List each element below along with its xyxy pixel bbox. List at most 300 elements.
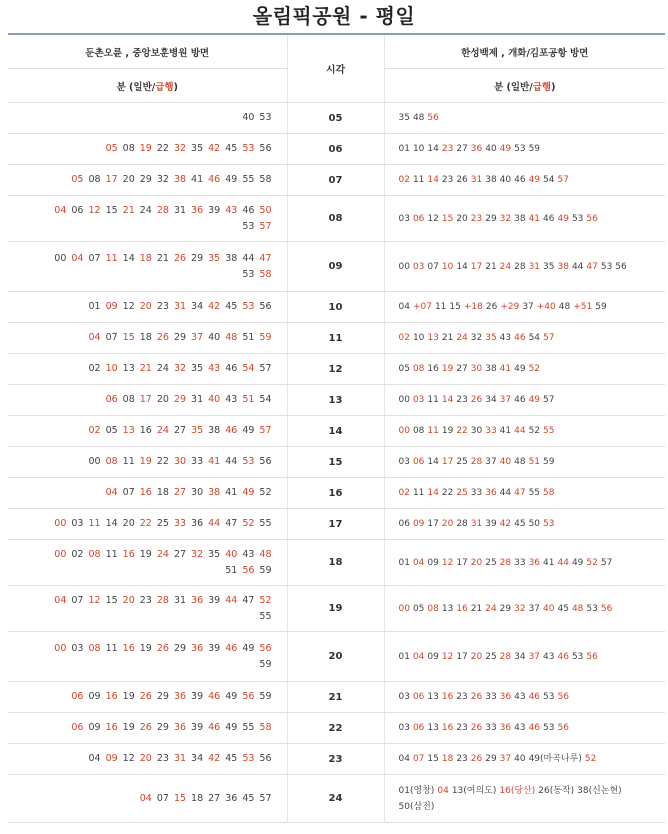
regular-minute: 19 [122,722,135,733]
regular-minute: 59 [543,457,555,467]
regular-minute: 07 [105,332,118,343]
express-minute: 00 [54,642,67,654]
left-minutes-cell [8,713,287,744]
express-minute: 17 [441,457,454,467]
regular-minute: 39 [485,519,497,529]
table-row [8,682,665,713]
regular-minute: 53 [571,651,584,662]
table-row [8,447,665,478]
express-minute: 05 [71,174,84,185]
express-minute: 22 [456,426,468,436]
express-minute: 56 [259,642,272,654]
express-minute: 32 [173,363,187,374]
hour-column-header: 시각 [287,34,384,103]
left-minutes-cell [8,196,287,242]
regular-minute: 03 [71,642,84,654]
regular-minute: 11 [412,175,425,185]
regular-minute: 44 [242,252,255,264]
express-minute: 47 [259,252,272,264]
regular-minute: 51 [225,564,238,576]
regular-minute: 49 [225,174,238,185]
right-minutes-cell [384,354,665,385]
express-minute: 11 [88,518,101,529]
express-minute: 40 [208,394,221,405]
express-minute: 38 [557,261,569,272]
express-minute: 20 [122,594,135,606]
regular-minute: 34 [191,753,204,764]
regular-minute: 21 [441,333,454,343]
express-minute: 07 [412,754,425,764]
express-minute: 46 [528,723,541,733]
regular-minute: 46 [242,204,255,216]
regular-minute: 05 [105,425,118,436]
regular-minute: 19 [139,642,152,654]
regular-minute: 09 [427,557,439,568]
regular-minute: 14 [122,252,135,264]
regular-minute: 40 [242,112,255,123]
regular-minute: 49 [225,691,238,702]
left-minutes-cell [8,775,287,823]
express-minute: 12 [441,651,454,662]
regular-minute: 12 [122,301,135,312]
regular-minute: 53 [242,268,255,280]
express-minute: 31 [470,519,483,529]
express-minute: 12 [88,204,101,216]
hour-cell: 23 [287,744,384,775]
express-minute: 46 [528,692,541,702]
express-minute: 31 [173,753,187,764]
regular-minute: 26(동작) [538,785,575,796]
hour-cell: 10 [287,292,384,323]
table-row [8,134,665,165]
left-minutes-cell [8,682,287,713]
regular-minute: 56 [259,753,272,764]
express-minute: 58 [259,722,272,733]
table-row [8,775,665,823]
express-minute: 53 [242,456,255,467]
express-minute: 00 [54,548,67,560]
regular-minute: 14 [427,457,439,467]
left-minutes-cell [8,292,287,323]
left-minutes-cell [8,354,287,385]
express-minute: 30 [470,364,483,374]
express-minute: 09 [412,519,425,529]
hour-cell: 21 [287,682,384,713]
express-minute: 26 [139,691,152,702]
regular-minute: 11 [427,395,439,405]
regular-minute: 19 [139,548,152,560]
table-row [8,713,665,744]
regular-minute: 46 [543,213,555,224]
regular-minute: 50 [528,519,541,529]
regular-minute: 03 [398,457,410,467]
regular-minute: 28 [456,519,468,529]
express-minute: 26 [470,723,483,733]
regular-minute: 03 [398,213,410,224]
express-minute: 56 [427,113,439,123]
express-minute: +18 [463,302,483,312]
regular-minute: 41 [543,557,555,568]
regular-minute: 45 [225,301,238,312]
express-minute: 08 [88,642,101,654]
express-minute: 06 [412,723,425,733]
express-minute: 04 [139,792,152,804]
regular-minute: 07 [156,792,169,804]
express-minute: 14 [427,488,439,498]
regular-minute: 53 [571,213,584,224]
regular-minute: 45 [557,603,569,614]
regular-minute: 34 [485,395,497,405]
regular-minute: 59 [595,302,607,312]
express-minute: 35 [191,425,204,436]
express-minute: 58 [543,488,555,498]
regular-minute: 01 [398,144,410,154]
express-minute: 49 [528,175,541,185]
regular-minute: 15 [449,302,461,312]
left-minutes-cell [8,478,287,509]
regular-minute: 21 [470,603,483,614]
express-minute: 16 [122,642,135,654]
express-minute: 19 [139,143,152,154]
regular-minute: 39 [208,594,221,606]
regular-minute: 39 [191,722,204,733]
express-minute: 08 [412,364,425,374]
express-minute: 04 [105,487,118,498]
regular-minute: 59 [528,144,541,154]
regular-minute: 56 [615,261,627,272]
express-minute: 48 [571,603,584,614]
express-minute: 28 [156,204,169,216]
left-minutes-cell [8,416,287,447]
express-minute: 49 [242,487,255,498]
regular-minute: 59 [259,564,272,576]
express-minute: 12 [441,557,454,568]
regular-minute: 29 [485,213,497,224]
express-minute: 55 [543,426,555,436]
hour-cell: 20 [287,632,384,682]
regular-minute: 10 [412,144,425,154]
regular-minute: 11 [122,456,135,467]
regular-minute: 00 [54,252,67,264]
right-minutes-cell [384,165,665,196]
regular-minute: 37 [528,603,541,614]
hour-cell: 18 [287,540,384,586]
express-minute: 33 [173,518,187,529]
right-minutes-cell [384,586,665,632]
express-minute: 26 [156,642,169,654]
regular-minute: 11 [105,642,118,654]
minute-header-suffix: ) [173,81,178,93]
express-minute: 56 [586,651,598,662]
regular-minute: 59 [259,658,272,670]
express-minute: 04 [71,252,84,264]
express-minute: 54 [242,363,255,374]
regular-minute: 01 [398,651,410,662]
regular-minute: 12 [427,213,439,224]
table-row [8,103,665,134]
regular-minute: 41 [225,487,238,498]
express-minute: 40 [543,603,555,614]
regular-minute: 54 [259,394,272,405]
right-minutes-cell [384,713,665,744]
table-row [8,242,665,292]
regular-minute: 43 [514,692,526,702]
left-minutes-cell [8,586,287,632]
regular-minute: 29 [485,754,497,764]
express-minute: 04 [412,557,425,568]
table-row [8,385,665,416]
regular-minute: 13 [427,692,439,702]
express-minute: 06 [71,722,84,733]
regular-minute: 17 [456,557,468,568]
express-minute: 53 [242,143,255,154]
right-minutes-cell [384,242,665,292]
express-minute: 26 [156,332,169,343]
timetable-body [8,103,665,823]
regular-minute: 45 [242,792,255,804]
hour-cell: 05 [287,103,384,134]
regular-minute: 35 [191,363,204,374]
express-minute: 20 [139,301,152,312]
express-minute: 36 [499,692,512,702]
hour-cell: 07 [287,165,384,196]
express-minute: 56 [242,564,255,576]
regular-minute: 14 [105,518,118,529]
regular-minute: 04 [398,302,410,312]
regular-minute: 00 [88,456,101,467]
regular-minute: 32 [470,333,483,343]
express-minute: 38 [208,487,221,498]
regular-minute: 20 [122,174,135,185]
express-minute: 42 [208,753,221,764]
regular-minute: 08 [412,426,425,436]
express-minute: 36 [173,722,187,733]
express-minute: 59 [259,332,272,343]
regular-minute: 26 [485,302,498,312]
regular-minute: 45 [514,519,526,529]
regular-minute: 35 [543,261,555,272]
regular-minute: 33 [191,456,204,467]
regular-minute: 47 [242,594,255,606]
regular-minute: 50(삼전) [398,801,435,812]
regular-minute: 12 [122,753,135,764]
regular-minute: 40 [514,754,526,764]
express-minute: 14 [441,395,454,405]
express-minute: 16(당산) [499,785,536,796]
regular-minute: 40 [208,332,221,343]
express-label: 급행 [532,81,552,93]
regular-minute: 03 [398,723,410,733]
express-minute: 19 [139,456,152,467]
regular-minute: 31 [173,204,187,216]
hour-cell: 24 [287,775,384,823]
express-minute: 24 [156,548,169,560]
express-minute: 36 [191,204,204,216]
express-minute: 36 [191,594,204,606]
regular-minute: 44 [499,488,512,498]
regular-minute: 23 [441,175,454,185]
express-minute: 53 [242,753,255,764]
regular-minute: 27 [456,144,468,154]
regular-minute: 14 [427,144,439,154]
express-minute: 53 [242,301,255,312]
hour-cell: 08 [287,196,384,242]
regular-minute: 18 [139,332,152,343]
express-minute: 16 [441,723,454,733]
regular-minute: 53 [259,112,272,123]
regular-minute: 05 [398,364,410,374]
express-minute: 47 [514,488,526,498]
express-minute: +51 [573,302,593,312]
table-row [8,509,665,540]
right-minutes-cell [384,682,665,713]
regular-minute: 43 [242,548,255,560]
regular-minute: 23 [456,754,468,764]
regular-minute: 13 [427,723,439,733]
express-minute: 08 [88,548,101,560]
regular-minute: 41 [499,426,512,436]
regular-minute: 00 [398,261,410,272]
regular-minute: 31 [191,394,204,405]
express-minute: 24 [456,333,468,343]
regular-minute: 13(여의도) [451,785,497,796]
express-minute: 26 [470,692,483,702]
express-minute: 13 [122,425,135,436]
regular-minute: 43 [514,723,526,733]
regular-minute: 19 [441,426,454,436]
regular-minute: 55 [259,518,272,529]
table-row [8,323,665,354]
express-minute: 08 [105,456,118,467]
express-minute: 11 [105,252,118,264]
regular-minute: 55 [242,174,255,185]
express-minute: 04 [88,332,101,343]
regular-minute: 55 [242,722,255,733]
express-minute: 25 [456,488,468,498]
regular-minute: 29 [499,603,512,614]
regular-minute: 35 [208,548,221,560]
express-minute: 37 [499,754,512,764]
regular-minute: 13 [441,603,454,614]
regular-minute: 38 [485,175,497,185]
express-minute: 15 [173,792,187,804]
regular-minute: 33 [485,723,497,733]
regular-minute: 02 [71,548,84,560]
regular-minute: 43 [499,333,512,343]
regular-minute: 46 [514,175,526,185]
express-minute: 46 [225,425,238,436]
regular-minute: 34 [514,651,526,662]
regular-minute: 27 [208,792,221,804]
regular-minute: 46 [514,395,526,405]
hour-cell: 06 [287,134,384,165]
regular-minute: 29 [156,722,169,733]
regular-minute: 08 [122,394,135,405]
regular-minute: 22 [156,456,169,467]
express-minute: 16 [441,692,454,702]
regular-minute: 27 [173,425,187,436]
hour-cell: 13 [287,385,384,416]
express-minute: 24 [156,425,169,436]
express-minute: 43 [225,204,238,216]
regular-minute: 38 [208,425,221,436]
right-minutes-cell [384,385,665,416]
regular-minute: 40 [499,175,512,185]
right-minutes-cell [384,196,665,242]
regular-minute: 28 [514,261,526,272]
regular-minute: 23 [456,723,468,733]
express-minute: 23 [470,213,483,224]
regular-minute: 04 [88,753,101,764]
express-minute: 36 [173,691,187,702]
express-minute: 50 [259,204,272,216]
regular-minute: 07 [122,487,135,498]
express-minute: 48 [259,548,272,560]
express-minute: 26 [139,722,152,733]
express-minute: 51 [528,457,541,467]
regular-minute: 25 [156,518,169,529]
table-row [8,540,665,586]
left-minutes-cell [8,103,287,134]
regular-minute: 45 [225,753,238,764]
express-minute: 56 [600,603,613,614]
left-minutes-cell [8,323,287,354]
express-minute: 04 [437,785,449,796]
express-minute: 36 [470,144,483,154]
regular-minute: 48 [514,457,526,467]
regular-minute: 29 [173,642,187,654]
regular-minute: 49(마곡나루) [528,754,582,764]
left-minutes-cell [8,134,287,165]
express-minute: 52 [586,557,598,568]
regular-minute: 21 [156,252,169,264]
express-minute: 26 [470,395,483,405]
hour-cell: 12 [287,354,384,385]
regular-minute: 56 [259,301,272,312]
hour-cell: 17 [287,509,384,540]
left-minute-header [8,69,287,103]
left-minutes-cell [8,242,287,292]
express-minute: 43 [208,363,221,374]
regular-minute: 20 [156,394,169,405]
right-minutes-cell [384,292,665,323]
regular-minute: 20 [456,213,468,224]
regular-minute: 53 [543,723,555,733]
express-minute: 09 [105,301,118,312]
express-minute: 04 [412,651,425,662]
regular-minute: 01(영창) [398,785,435,796]
regular-minute: 45 [225,143,238,154]
express-minute: 31 [470,175,483,185]
express-minute: +29 [500,302,520,312]
regular-minute: 58 [259,174,272,185]
express-minute: 06 [71,691,84,702]
right-minutes-cell [384,540,665,586]
express-minute: 28 [499,557,512,568]
express-minute: 02 [88,425,101,436]
regular-minute: 01 [398,557,410,568]
regular-minute: 39 [191,691,204,702]
table-row [8,165,665,196]
express-minute: 04 [54,594,67,606]
express-minute: 56 [586,213,598,224]
regular-minute: 35 [398,113,410,123]
express-minute: 52 [528,364,541,374]
hour-cell: 14 [287,416,384,447]
regular-minute: 56 [259,456,272,467]
regular-minute: 52 [528,426,541,436]
express-minute: 31 [173,301,187,312]
